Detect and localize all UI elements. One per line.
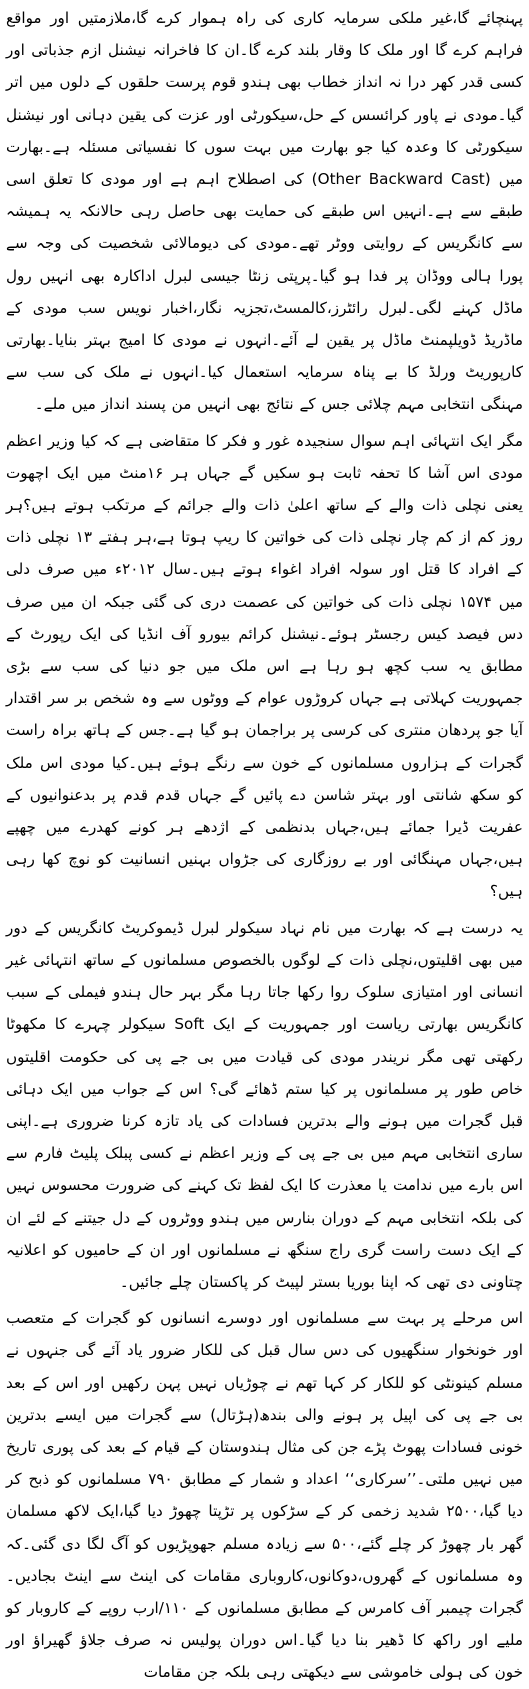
article-paragraph-1: پہنچائے گا،غیر ملکی سرمایہ کاری کی راہ ہموار کرے گا،ملازمتیں اور مواقع فراہم کرے گا اور ملک کا وقار بلند کرے گا۔ان کا فاخرانہ نیشنل ازم جذباتی اور کسی قدر کھر درا نہ انداز خطاب بھی ہندو قوم پرست حلقوں کے دلوں میں اتر گیا۔مودی نے پاور کرائسس کے حل،سیکورٹی اور عزت کی یقین دہانی اور نیشنل سیکورٹی کا وعدہ کیا جو بھارت میں بہت سوں کا نفسیاتی مسئلہ ہے۔بھارت میں (Other Backward Cast) کی اصطلاح اہم ہے اور مودی کا تعلق اسی طبقے سے ہے۔انہیں اس طبقے کی حمایت بھی حاصل رہی حالانکہ یہ ہمیشہ سے کانگریس کے روایتی ووٹر تھے۔مودی کی دیومالائی شخصیت کی وجہ سے پورا ہالی ووڈان پر فدا ہو گیا۔پرپتی زنٹا جیسی لبرل اداکارہ بھی انہیں رول ماڈل کہنے لگی۔لبرل رائٹرز،کالمسٹ،تجزیہ نگار،اخبار نویس سب مودی کے ماڈریڈ ڈویلپمنٹ ماڈل پر یقین لے آئے۔انہوں نے مودی کا امیج بہتر بنایا۔بھارتی کارپوریٹ ورلڈ کا بے پناہ سرمایہ استعمال کیا۔انہوں نے ملک کی سب سے مہنگی انتخابی مہم چلائی جس کے نتائج بھی انہیں من پسند انداز میں ملے۔	[6, 9, 523, 414]
article-paragraph-4: اس مرحلے پر بہت سے مسلمانوں اور دوسرے انسانوں کو گجرات کے متعصب اور خونخوار سنگھیوں کی دس سال قبل کی للکار ضرور یاد آئے گی جنہوں نے مسلم کینونٹی کو للکار کر کہا تھم نے چوڑیاں نہیں پہن رکھیں اور اس کے بعد بی جے پی کی اپیل پر ہونے والی بندھ(ہڑتال) سے گجرات میں ایسے بدترین خونی فسادات پھوٹ پڑے جن کی مثال ہندوستان کے قیام کے بعد کی پوری تاریخ میں نہیں ملتی۔’’سرکاری‘‘ اعداد و شمار کے مطابق ۷۹۰ مسلمانوں کو ذبح کر دیا گیا،۲۵۰۰ شدید زخمی کر کے سڑکوں پر تڑپتا چھوڑ دیا گیا،ایک لاکھ مسلمان گھر بار چھوڑ کر چلے گئے،۵۰۰ سے زیادہ مسلم جھوپڑیوں کو آگ لگا دی گئی۔کہ وہ مسلمانوں کے گھروں،دوکانوں،کاروباری مقامات کی اینٹ سے اینٹ بجادیں۔گجرات چیمبر آف کامرس کے مطابق مسلمانوں کے ۱۱۰/ارب روپے کے کاروبار کو ملیے اور راکھ کا ڈھیر بنا دیا گیا۔اس دوران پولیس نہ صرف جلاؤ گھیراؤ اور خون کی ہولی خاموشی سے دیکھتی رہی بلکہ جن مقامات	[6, 1309, 524, 1682]
article-paragraph-2: مگر ایک انتہائی اہم سوال سنجیدہ غور و فکر کا متقاضی ہے کہ کیا وزیر اعظم مودی اس آشا کا تحفہ ثابت ہو سکیں گے جہاں ہر ۱۶منٹ میں ایک اچھوت یعنی نچلی ذات والے کے ساتھ اعلیٰ ذات والے جرائم کے مرتکب ہوتے ہیں؟ہر روز کم از کم چار نچلی ذات کی خواتین کا ریپ ہوتا ہے،ہر ہفتے ۱۳ نچلی ذات کے افراد کا قتل اور سولہ افراد اغواء ہوتے ہیں۔سال ۲۰۱۲ء میں صرف دلی میں ۱۵۷۴ نچلی ذات کی خواتین کی عصمت دری کی گئی جبکہ ان میں صرف دس فیصد کیس رجسٹر ہوئے۔نیشنل کرائم بیورو آف انڈیا کی ایک رپورٹ کے مطابق یہ سب کچھ ہو رہا ہے اس ملک میں جو دنیا کی سب سے بڑی جمہوریت کہلاتی ہے جہاں کروڑوں عوام کے ووٹوں سے وہ شخص بر سر اقتدار آیا جو پردھان منتری کی کرسی پر براجمان ہو گیا ہے۔جس کے ہاتھ براہ راست گجرات کے ہزاروں مسلمانوں کے خون سے رنگے ہوئے ہیں۔کیا مودی اس ملک کو سکھ شانتی اور بہتر شاسن دے پائیں گے جہاں قدم قدم پر بدعنوانیوں کے عفریت ڈیرا جمائے ہیں،جہاں بدنظمی کے اژدھے ہر کونے کھدرے میں چھپے ہیں،جہاں مہنگائی اور بے روزگاری کی جڑواں بہنیں انسانیت کو نوچ کھا رہی ہیں؟	[6, 431, 524, 901]
article-paragraph-3: یہ درست ہے کہ بھارت میں نام نہاد سیکولر لبرل ڈیموکریٹ کانگریس کے دور میں بھی اقلیتوں،نچلی ذات کے لوگوں بالخصوص مسلمانوں کے ساتھ انتہائی غیر انسانی اور امتیازی سلوک روا رکھا جاتا رہا مگر بہر حال ہندو فیملی کے سبب کانگریس بھارتی ریاست اور جمہوریت کے ایک Soft سیکولر چہرے کا مکھوٹا رکھتی تھی مگر نریندر مودی کی قیادت میں بی جے پی کی حکومت اقلیتوں خاص طور پر مسلمانوں پر کیا ستم ڈھائے گی؟ اس کے جواب میں ایک دہائی قبل گجرات میں ہونے والے بدترین فسادات کی یاد تازہ کرنا ضروری ہے۔اپنی ساری انتخابی مہم میں بی جے پی کے وزیر اعظم نے کسی پبلک پلیٹ فارم سے اس بارے میں ندامت یا معذرت کا ایک لفظ تک کہنے کی ضرورت محسوس نہیں کی بلکہ انتخابی مہم کے دوران بنارس میں ہندو ووٹروں کے دل جیتنے کے لئے ان کے ایک دست راست گری راج سنگھ نے مسلمانوں اور ان کے حامیوں کو اعلانیہ چتاونی دی تھی کہ اپنا بوریا بستر لپیٹ کر پاکستان چلے جائیں۔	[6, 918, 523, 1291]
